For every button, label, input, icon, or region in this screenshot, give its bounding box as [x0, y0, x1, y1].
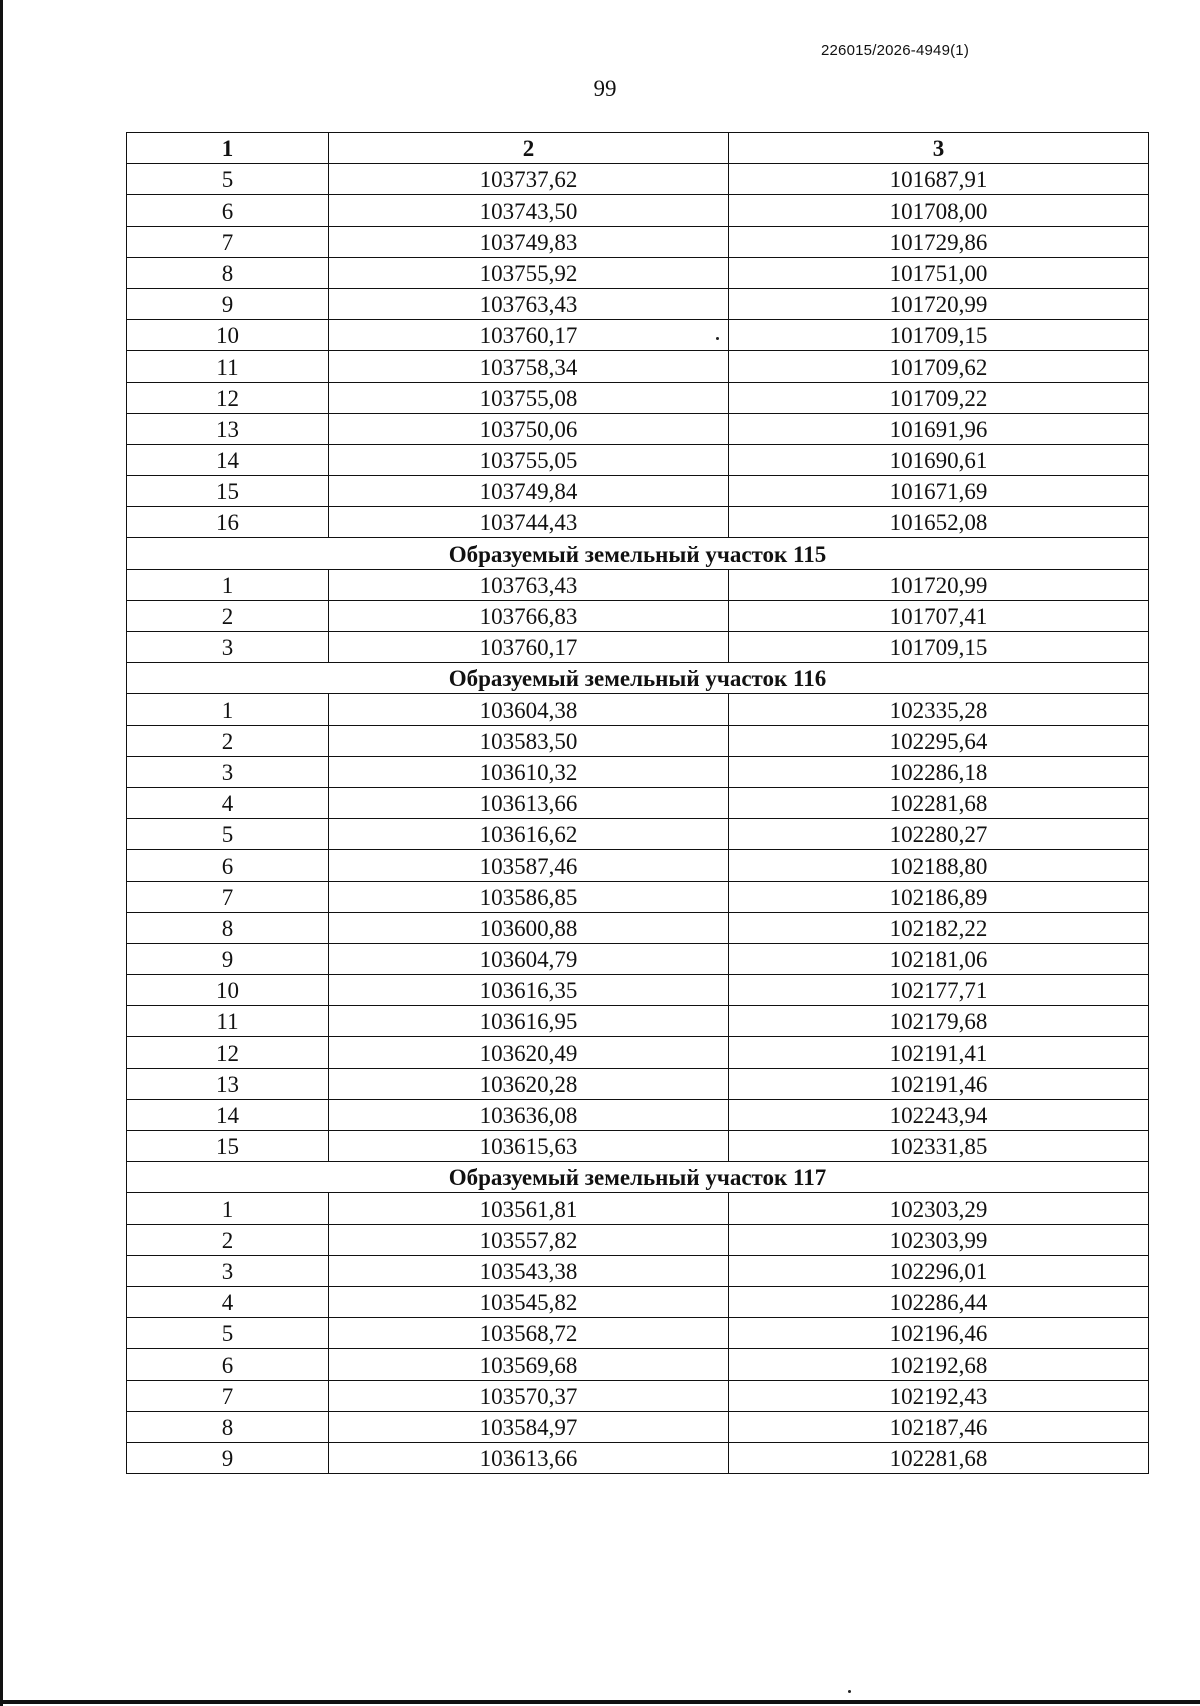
coordinate-x-cell: 103568,72: [329, 1318, 729, 1349]
page-bottom-border: [0, 1700, 1200, 1704]
coordinate-y-cell: 101709,62: [729, 351, 1149, 382]
coordinate-x-cell: 103743,50: [329, 195, 729, 226]
point-number-cell: 9: [127, 1442, 329, 1473]
point-number-cell: 5: [127, 819, 329, 850]
table-row: [127, 1286, 1149, 1317]
point-number-cell: 4: [127, 1286, 329, 1317]
point-number-cell: 14: [127, 444, 329, 475]
point-number-cell: 5: [127, 164, 329, 195]
coordinate-x-cell: 103557,82: [329, 1224, 729, 1255]
table-row: [127, 1068, 1149, 1099]
point-number-cell: 15: [127, 476, 329, 507]
coordinate-x-cell: 103620,28: [329, 1068, 729, 1099]
table-row: [127, 787, 1149, 818]
coordinate-x-cell: 103584,97: [329, 1411, 729, 1442]
coordinate-y-cell: 102191,46: [729, 1068, 1149, 1099]
table-row: [127, 881, 1149, 912]
coordinate-x-cell: 103569,68: [329, 1349, 729, 1380]
point-number-cell: 6: [127, 195, 329, 226]
table-row: [127, 569, 1149, 600]
coordinate-x-cell: 103610,32: [329, 756, 729, 787]
coordinate-x-cell: 103758,34: [329, 351, 729, 382]
table-row: [127, 1224, 1149, 1255]
coordinate-x-cell: 103600,88: [329, 912, 729, 943]
table-row: [127, 413, 1149, 444]
coordinate-y-cell: 101671,69: [729, 476, 1149, 507]
section-header-row: [127, 538, 1149, 569]
table-row: [127, 1193, 1149, 1224]
section-header-row: [127, 1162, 1149, 1193]
coordinate-y-cell: 102192,43: [729, 1380, 1149, 1411]
point-number-cell: 13: [127, 1068, 329, 1099]
coordinate-y-cell: 102280,27: [729, 819, 1149, 850]
document-id: 226015/2026-4949(1): [820, 42, 970, 59]
point-number-cell: 8: [127, 1411, 329, 1442]
point-number-cell: 5: [127, 1318, 329, 1349]
coordinates-table: [126, 132, 1149, 1474]
coordinate-x-cell: 103616,95: [329, 1006, 729, 1037]
coordinate-x-cell: 103587,46: [329, 850, 729, 881]
point-number-cell: 11: [127, 1006, 329, 1037]
table-row: [127, 444, 1149, 475]
coordinate-x-cell: 103615,63: [329, 1131, 729, 1162]
point-number-cell: 14: [127, 1099, 329, 1130]
column-header-1: 1: [127, 133, 329, 164]
point-number-cell: 7: [127, 1380, 329, 1411]
coordinate-x-cell: 103616,35: [329, 975, 729, 1006]
point-number-cell: 10: [127, 320, 329, 351]
coordinate-x-cell: 103636,08: [329, 1099, 729, 1130]
coordinate-y-cell: 101720,99: [729, 288, 1149, 319]
section-title: Образуемый земельный участок 117: [127, 1162, 1149, 1193]
table-body: [127, 164, 1149, 1474]
table-row: [127, 725, 1149, 756]
table-row: [127, 600, 1149, 631]
table-row: [127, 288, 1149, 319]
page-number: 99: [593, 76, 617, 101]
point-number-cell: 1: [127, 569, 329, 600]
coordinate-y-cell: 101691,96: [729, 413, 1149, 444]
table-row: [127, 850, 1149, 881]
coordinate-x-cell: 103760,17: [329, 320, 729, 351]
coordinate-y-cell: 101751,00: [729, 257, 1149, 288]
coordinate-y-cell: 102179,68: [729, 1006, 1149, 1037]
table-row: [127, 1349, 1149, 1380]
coordinate-x-cell: 103755,08: [329, 382, 729, 413]
table-row: [127, 632, 1149, 663]
point-number-cell: 13: [127, 413, 329, 444]
column-header-2: 2: [329, 133, 729, 164]
coordinate-y-cell: 101690,61: [729, 444, 1149, 475]
coordinate-y-cell: 102281,68: [729, 787, 1149, 818]
section-title: Образуемый земельный участок 116: [127, 663, 1149, 694]
section-header-row: [127, 663, 1149, 694]
point-number-cell: 8: [127, 912, 329, 943]
scan-speck: [716, 337, 719, 340]
coordinate-y-cell: 101709,22: [729, 382, 1149, 413]
table-row: [127, 1380, 1149, 1411]
coordinate-x-cell: 103613,66: [329, 787, 729, 818]
coordinate-y-cell: 101708,00: [729, 195, 1149, 226]
coordinate-y-cell: 101720,99: [729, 569, 1149, 600]
coordinate-x-cell: 103766,83: [329, 600, 729, 631]
coordinate-x-cell: 103763,43: [329, 288, 729, 319]
table-row: [127, 1255, 1149, 1286]
table-row: [127, 1318, 1149, 1349]
point-number-cell: 12: [127, 382, 329, 413]
coordinate-x-cell: 103760,17: [329, 632, 729, 663]
coordinate-y-cell: 102187,46: [729, 1411, 1149, 1442]
coordinate-y-cell: 101709,15: [729, 632, 1149, 663]
coordinate-x-cell: 103750,06: [329, 413, 729, 444]
table-row: [127, 819, 1149, 850]
coordinate-y-cell: 102186,89: [729, 881, 1149, 912]
coordinate-y-cell: 102243,94: [729, 1099, 1149, 1130]
coordinate-y-cell: 102191,41: [729, 1037, 1149, 1068]
coordinate-x-cell: 103604,79: [329, 943, 729, 974]
point-number-cell: 6: [127, 850, 329, 881]
point-number-cell: 15: [127, 1131, 329, 1162]
coordinate-x-cell: 103763,43: [329, 569, 729, 600]
coordinate-y-cell: 102303,99: [729, 1224, 1149, 1255]
page-left-border: [0, 0, 3, 1706]
point-number-cell: 6: [127, 1349, 329, 1380]
coordinate-y-cell: 101709,15: [729, 320, 1149, 351]
point-number-cell: 8: [127, 257, 329, 288]
table-row: [127, 382, 1149, 413]
coordinate-y-cell: 101707,41: [729, 600, 1149, 631]
section-title: Образуемый земельный участок 115: [127, 538, 1149, 569]
point-number-cell: 1: [127, 1193, 329, 1224]
coordinate-y-cell: 102188,80: [729, 850, 1149, 881]
table-row: [127, 1411, 1149, 1442]
point-number-cell: 10: [127, 975, 329, 1006]
table-row: [127, 351, 1149, 382]
coordinate-y-cell: 102335,28: [729, 694, 1149, 725]
table-row: [127, 507, 1149, 538]
coordinate-x-cell: 103604,38: [329, 694, 729, 725]
coordinate-x-cell: 103749,84: [329, 476, 729, 507]
point-number-cell: 4: [127, 787, 329, 818]
coordinate-x-cell: 103543,38: [329, 1255, 729, 1286]
coordinate-y-cell: 102177,71: [729, 975, 1149, 1006]
table-row: [127, 257, 1149, 288]
point-number-cell: 2: [127, 600, 329, 631]
coordinate-x-cell: 103755,92: [329, 257, 729, 288]
point-number-cell: 9: [127, 943, 329, 974]
coordinate-x-cell: 103737,62: [329, 164, 729, 195]
table-row: [127, 694, 1149, 725]
coordinate-x-cell: 103620,49: [329, 1037, 729, 1068]
coordinate-x-cell: 103613,66: [329, 1442, 729, 1473]
table-row: [127, 975, 1149, 1006]
table-row: [127, 164, 1149, 195]
table-row: [127, 756, 1149, 787]
coordinate-x-cell: 103755,05: [329, 444, 729, 475]
coordinate-y-cell: 102331,85: [729, 1131, 1149, 1162]
table-row: [127, 1037, 1149, 1068]
coordinates-table-container: [126, 132, 1148, 1474]
table-row: [127, 1099, 1149, 1130]
table-header-row: [127, 133, 1149, 164]
point-number-cell: 3: [127, 1255, 329, 1286]
scan-speck: [848, 1690, 851, 1693]
point-number-cell: 16: [127, 507, 329, 538]
coordinate-x-cell: 103570,37: [329, 1380, 729, 1411]
coordinate-x-cell: 103583,50: [329, 725, 729, 756]
column-header-3: 3: [729, 133, 1149, 164]
coordinate-y-cell: 102286,18: [729, 756, 1149, 787]
table-row: [127, 1006, 1149, 1037]
point-number-cell: 2: [127, 1224, 329, 1255]
coordinate-y-cell: 101729,86: [729, 226, 1149, 257]
table-row: [127, 226, 1149, 257]
coordinate-y-cell: 101652,08: [729, 507, 1149, 538]
table-row: [127, 320, 1149, 351]
table-row: [127, 943, 1149, 974]
coordinate-y-cell: 102181,06: [729, 943, 1149, 974]
point-number-cell: 1: [127, 694, 329, 725]
table-row: [127, 912, 1149, 943]
coordinate-y-cell: 102286,44: [729, 1286, 1149, 1317]
point-number-cell: 7: [127, 881, 329, 912]
point-number-cell: 11: [127, 351, 329, 382]
coordinate-y-cell: 102303,29: [729, 1193, 1149, 1224]
coordinate-y-cell: 102196,46: [729, 1318, 1149, 1349]
table-row: [127, 1442, 1149, 1473]
coordinate-x-cell: 103586,85: [329, 881, 729, 912]
coordinate-y-cell: 101687,91: [729, 164, 1149, 195]
coordinate-x-cell: 103561,81: [329, 1193, 729, 1224]
coordinate-x-cell: 103749,83: [329, 226, 729, 257]
coordinate-y-cell: 102192,68: [729, 1349, 1149, 1380]
table-row: [127, 1131, 1149, 1162]
coordinate-y-cell: 102281,68: [729, 1442, 1149, 1473]
coordinate-x-cell: 103616,62: [329, 819, 729, 850]
point-number-cell: 2: [127, 725, 329, 756]
point-number-cell: 12: [127, 1037, 329, 1068]
table-row: [127, 195, 1149, 226]
coordinate-y-cell: 102296,01: [729, 1255, 1149, 1286]
point-number-cell: 3: [127, 632, 329, 663]
point-number-cell: 9: [127, 288, 329, 319]
table-row: [127, 476, 1149, 507]
coordinate-y-cell: 102295,64: [729, 725, 1149, 756]
coordinate-x-cell: 103545,82: [329, 1286, 729, 1317]
point-number-cell: 3: [127, 756, 329, 787]
coordinate-y-cell: 102182,22: [729, 912, 1149, 943]
point-number-cell: 7: [127, 226, 329, 257]
coordinate-x-cell: 103744,43: [329, 507, 729, 538]
